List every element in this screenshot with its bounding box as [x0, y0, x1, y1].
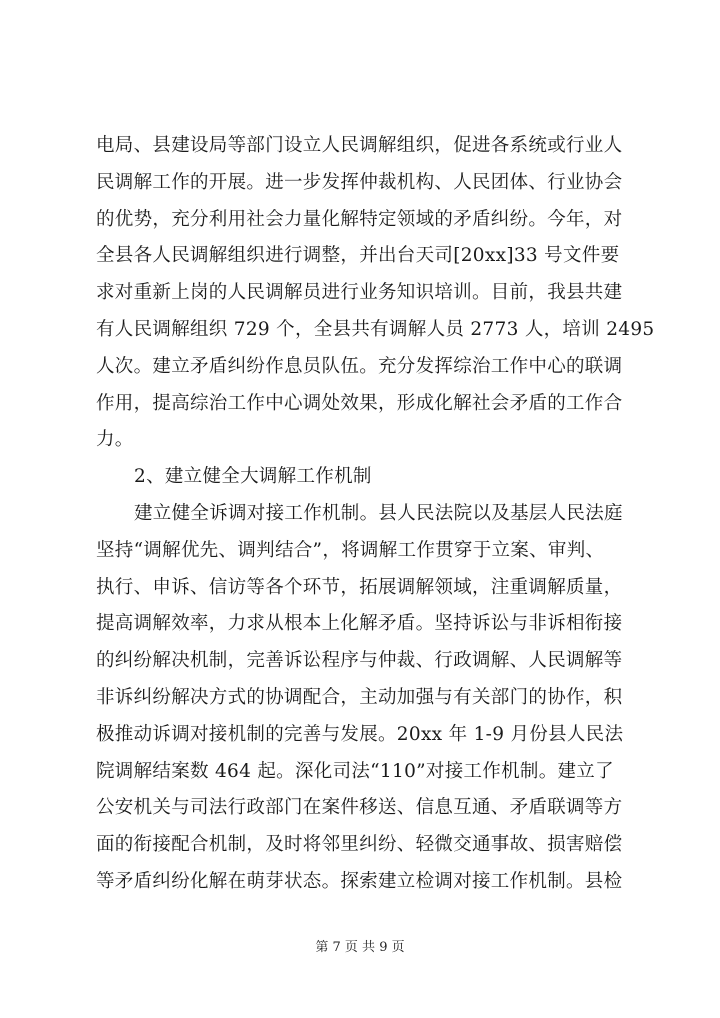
- text-line: 提高调解效率，力求从根本上化解矛盾。坚持诉讼与非诉相衔接: [96, 613, 623, 635]
- text-line: 公安机关与司法行政部门在案件移送、信息互通、矛盾联调等方: [96, 797, 623, 819]
- text-line: 极推动诉调对接机制的完善与发展。20xx 年 1-9 月份县人民法: [96, 723, 624, 745]
- text-line: 全县各人民调解组织进行调整，并出台天司[20xx]33 号文件要: [96, 245, 620, 267]
- text-line: 建立健全诉调对接工作机制。县人民法院以及基层人民法庭: [134, 502, 623, 524]
- body-text: [96, 128, 655, 901]
- text-line: 有人民调解组织 729 个，全县共有调解人员 2773 人，培训 2495: [96, 318, 655, 340]
- text-line: 的纠纷解决机制，完善诉讼程序与仲裁、行政调解、人民调解等: [96, 650, 623, 672]
- text-line: 作用，提高综治工作中心调处效果，形成化解社会矛盾的工作合: [96, 392, 623, 414]
- text-line: 求对重新上岗的人民调解员进行业务知识培训。目前，我县共建: [96, 282, 623, 304]
- text-line: 的优势，充分利用社会力量化解特定领域的矛盾纠纷。今年，对: [96, 208, 623, 230]
- text-line: 面的衔接配合机制，及时将邻里纠纷、轻微交通事故、损害赔偿: [96, 834, 623, 856]
- text-line: 院调解结案数 464 起。深化司法“110”对接工作机制。建立了: [96, 760, 614, 782]
- text-line: 人次。建立矛盾纠纷作息员队伍。充分发挥综治工作中心的联调: [96, 355, 623, 377]
- text-line: 民调解工作的开展。进一步发挥仲裁机构、人民团体、行业协会: [96, 171, 623, 193]
- paragraph-1: [96, 128, 655, 459]
- section-heading: 2、建立健全大调解工作机制: [134, 466, 372, 488]
- text-line: 力。: [96, 429, 134, 451]
- text-line: 坚持“调解优先、调判结合”，将调解工作贯穿于立案、审判、: [96, 539, 605, 561]
- text-line: 电局、县建设局等部门设立人民调解组织，促进各系统或行业人: [96, 135, 623, 156]
- text-line: 非诉纠纷解决方式的协调配合，主动加强与有关部门的协作，积: [96, 686, 623, 708]
- text-line: 等矛盾纠纷化解在萌芽状态。探索建立检调对接工作机制。县检: [96, 870, 623, 892]
- paragraph-2: [96, 496, 636, 901]
- text-line: 执行、申诉、信访等各个环节，拓展调解领域，注重调解质量，: [96, 576, 623, 598]
- page-number-footer: 第 7 页 共 9 页: [315, 940, 405, 955]
